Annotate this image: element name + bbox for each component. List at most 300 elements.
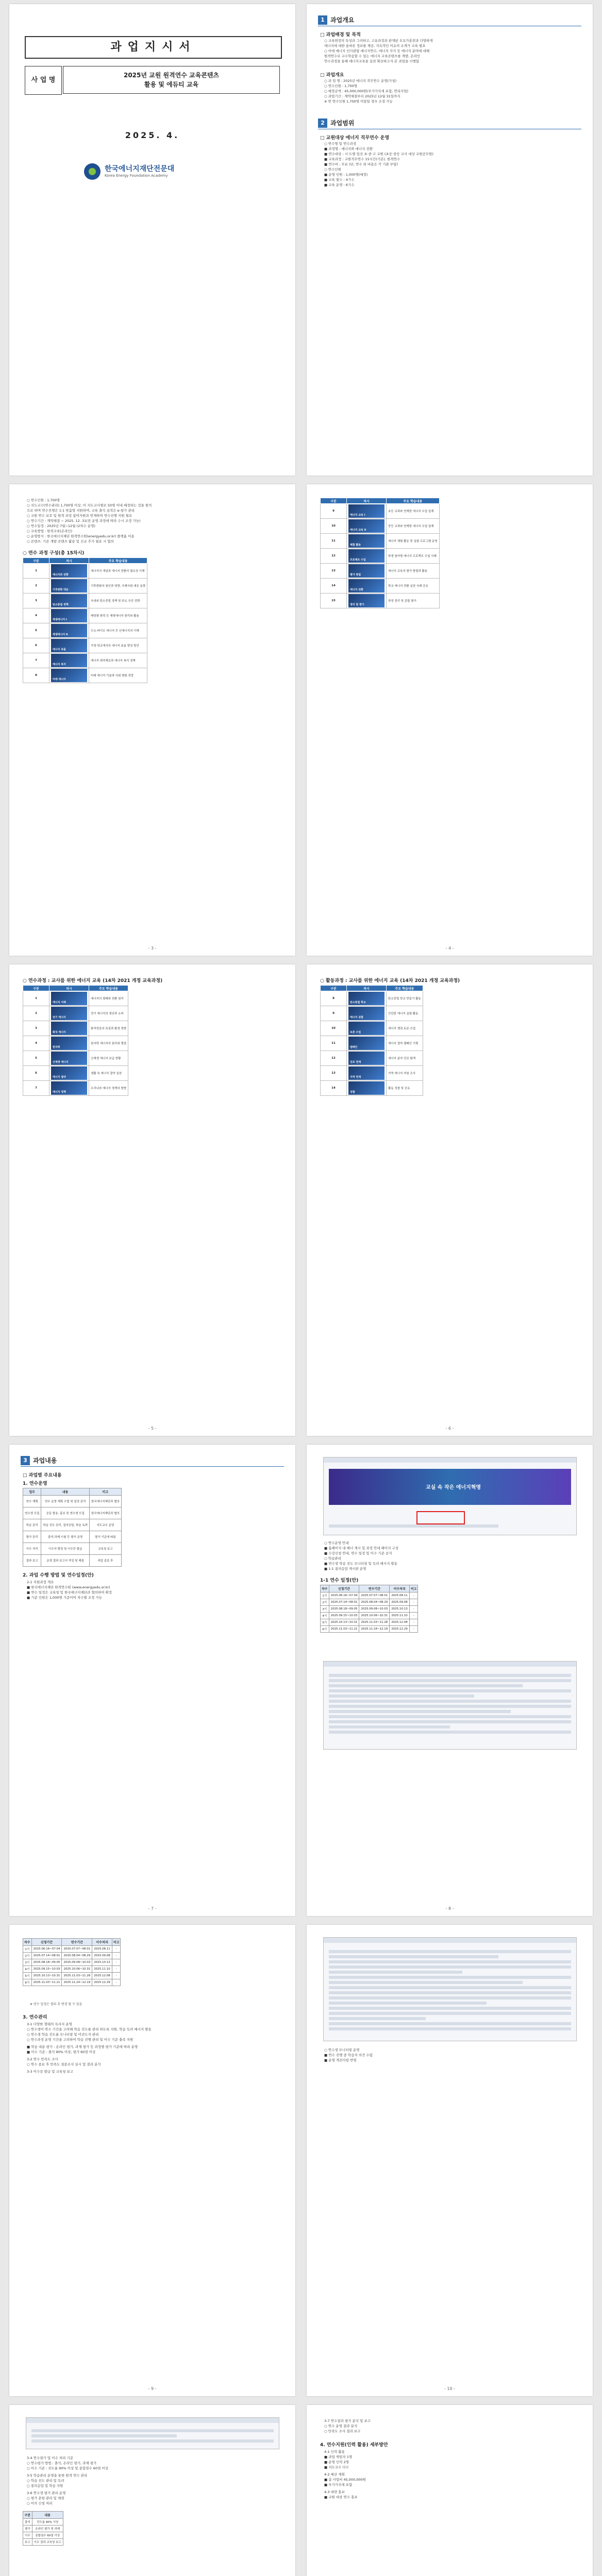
cover-title: 과업지시서: [25, 36, 282, 59]
page-8: [307, 1445, 593, 1916]
text-line: ■ 연수생 학습 진도 모니터링 및 독려 메시지 발송: [324, 1562, 397, 1566]
text-line: ○ 연수인원: [324, 167, 341, 172]
thumbnail-caption: 에너지와 전환: [53, 573, 69, 577]
lecture-thumbnail: [51, 1052, 87, 1065]
text-line: ○ 연수일정 : 2025년 7월~12월 (2차수 운영): [27, 524, 95, 528]
column-header: 이수처리: [390, 1585, 410, 1592]
text-line: ○ 연수생 모니터링 운영: [324, 2048, 360, 2052]
table-cell: 2025.12.29: [92, 1979, 112, 1986]
section-number: 3: [21, 1456, 30, 1465]
table-row: [321, 1592, 418, 1599]
text-line: ○ 연수기간 : 계약체결 ~ 2025. 12. 31(전 운영 과정에 따라 수시 조정 가능): [27, 519, 141, 523]
table-cell-topic: 학교 에너지 전환 실천 사례 공유: [387, 579, 440, 594]
text-line: ■ 지도교수 다수: [324, 2465, 349, 2469]
table-cell-thumbnail: [49, 1006, 89, 1021]
table-cell: 2025.10.06~10.31: [62, 1966, 92, 1973]
lecture-thumbnail: [51, 669, 87, 682]
thumbnail-caption: 에너지 교육 II: [350, 529, 366, 532]
column-header: 이수처리: [92, 1939, 112, 1946]
org-name-en: Korea Energy Foundation Academy: [105, 174, 168, 178]
text-line: ○ 연수생 학습 진도율 모니터링 및 미진도자 관리: [27, 2032, 99, 2037]
text-line: ○ 연수 종료 후 만족도 설문조사 실시 및 결과 분석: [27, 2062, 101, 2066]
browser-bar: [324, 1662, 576, 1667]
column-header: 연수기간: [62, 1939, 92, 1946]
subheading: ○ 연수 과정 구성(총 15차시): [23, 551, 85, 556]
table-row: [23, 579, 147, 594]
table-cell-topic: 활동 성찰 및 공유: [387, 1081, 423, 1096]
table-cell-division: 7: [23, 1081, 49, 1096]
text-line: ○ 과업기간 : 계약체결부터 2025년 12월 31일까지: [324, 94, 400, 98]
table-row: [321, 504, 440, 519]
lecture-thumbnail: [51, 654, 87, 667]
schedule-table: [23, 1938, 121, 1986]
table-cell-topic: 초등 교과와 연계한 에너지 수업 설계: [387, 504, 440, 519]
table-cell: 진도율 90% 이상: [32, 2519, 63, 2526]
table-cell: 연수 운영 계획 수립 및 일정 관리: [41, 1496, 90, 1507]
table-cell-division: 10: [321, 519, 347, 534]
table-row: [23, 1496, 122, 1507]
table-cell: 2025.06.16~07.04: [329, 1592, 359, 1599]
table-cell-topic: 미래 에너지 기술과 사회 변화 전망: [89, 668, 147, 683]
thumbnail-caption: 에너지 복지: [53, 663, 66, 666]
section-header-content: [21, 1456, 284, 1465]
table-cell-topic: 원자력 에너지의 원리와 쟁점: [89, 1036, 128, 1051]
text-line: ○ 이에 에너지 인사관람 에너지연수, 에너지 지식 등 에너지 분야에 대해: [324, 49, 430, 53]
table-cell-thumbnail: [49, 1066, 89, 1081]
text-line: ■ 연수대상 : 시·도별 일선 초·중·고 교원 (초등·중등 교사 대상 교원공무원): [324, 152, 433, 156]
table-cell-division: 6: [23, 1066, 49, 1081]
text-line: 3-6 연수생 평가 관리 운영: [27, 2491, 66, 2495]
table-cell: -: [112, 1953, 121, 1959]
table-cell-division: 5: [23, 623, 49, 638]
table-cell-topic: 국내외 탄소중립 정책 및 주요 추진 전략: [89, 594, 147, 608]
text-line: ○ 연수운영 안내: [324, 1541, 349, 1545]
text-line: ○ 콘텐츠: 기존 개발 콘텐츠 활용 및 신규 추가 필요 시 협의: [27, 539, 114, 544]
page-4: [307, 484, 593, 956]
table-cell-division: 11: [321, 1036, 347, 1051]
text-line: ○ 연수인원 : 1,700명: [324, 84, 358, 88]
text-line: ○ 연수과정 운영 기간을 고려하여 학습 진행 관리 및 이수 기준 충족 지원: [27, 2038, 133, 2042]
table-cell-topic: 에너지의 개념과 에너지 전환의 필요성 이해: [89, 564, 147, 579]
table-cell-topic: 에너지의 형태와 전환 원리: [89, 991, 128, 1006]
thumbnail-caption: 화석 에너지: [53, 1031, 66, 1034]
lecture-thumbnail: [348, 594, 384, 607]
browser-bar: [324, 1458, 576, 1463]
text-line: 으로 하며 연수진행은 1:1 맞춤형 지원하며, 교육 출석 실적은 e-평가 관리: [27, 509, 135, 513]
table-cell-thumbnail: [49, 1036, 89, 1051]
thumbnail-caption: 에너지 정책: [53, 1091, 66, 1094]
text-line: ■ 운영 개선사항 반영: [324, 2058, 357, 2062]
table-cell: 종합점수 60점 이상: [32, 2532, 63, 2539]
table-cell: 2기: [321, 1599, 329, 1606]
table-cell-thumbnail: [347, 1081, 387, 1096]
table-cell-topic: 생활 속 에너지 절약 실천: [89, 1066, 128, 1081]
table-cell: 2025.08.18~09.05: [329, 1606, 359, 1613]
table-cell-division: 3: [23, 1021, 49, 1036]
table-cell-division: 7: [23, 653, 49, 668]
table-cell: -: [409, 1606, 418, 1613]
table-cell-topic: 화석연료의 특징과 환경 영향: [89, 1021, 128, 1036]
table-cell: 지도교수 운영: [89, 1519, 121, 1531]
table-cell-division: 11: [321, 534, 347, 549]
thumbnail-caption: 정리 및 평가: [350, 603, 364, 606]
text-line: ○ 연수명 및 연수과정: [324, 142, 357, 146]
page-number: - 10 -: [444, 2386, 456, 2391]
table-cell-topic: 기후변화의 원인과 영향, 국제사회 대응 동향: [89, 579, 147, 594]
cover-project-name: 2025년 교원 원격연수 교육콘텐츠 활용 및 에듀티 교육: [63, 66, 280, 94]
table-row: [321, 549, 440, 564]
table-row: [321, 1006, 423, 1021]
page-number: - 8 -: [445, 1906, 454, 1911]
table-cell-topic: 지역 에너지 자원 조사: [387, 1066, 423, 1081]
thumbnail-caption: 진로 연계: [350, 1061, 361, 1064]
table-row: [321, 594, 440, 608]
table-cell-thumbnail: [347, 1036, 387, 1051]
section-title: 과업개요: [330, 16, 355, 24]
form-screenshot: [26, 2417, 279, 2449]
lecture-thumbnail: [348, 1007, 384, 1020]
table-row: [23, 2539, 63, 2546]
table-cell: 2025.12.29: [390, 1626, 410, 1633]
text-line: 2-1 지원과정 개요: [27, 1580, 54, 1584]
table-cell-thumbnail: [347, 579, 387, 594]
table-cell-topic: 에너지 절약 캠페인 기획: [387, 1036, 423, 1051]
lecture-thumbnail: [348, 579, 384, 592]
table-cell-thumbnail: [49, 668, 89, 683]
org-logo: [84, 161, 218, 182]
table-row: [321, 519, 440, 534]
column-header: 내용: [41, 1488, 90, 1496]
table-cell-division: 2: [23, 579, 49, 594]
table-cell: -: [409, 1613, 418, 1619]
table-cell-thumbnail: [49, 991, 89, 1006]
table-cell: 2025.07.14~08.01: [329, 1599, 359, 1606]
page-5: [9, 964, 295, 1436]
table-row: [23, 2526, 63, 2532]
table-cell: 학습 진도 관리, 질의응답, 학습 독려: [41, 1519, 90, 1531]
column-header: 구분: [23, 558, 49, 564]
column-header: 차시: [347, 986, 387, 991]
table-cell: 한국에너지재단과 협의: [89, 1496, 121, 1507]
text-line: ■ 교육과정 : 교원직무연수 15시간(기본), 원격연수: [324, 157, 400, 161]
table-row: [23, 1021, 128, 1036]
column-header: 주요 학습내용: [387, 986, 423, 991]
table-row: [23, 1966, 121, 1973]
text-line: 3-2 연수 만족도 조사: [27, 2057, 58, 2061]
table-row: [23, 1979, 121, 1986]
table-cell-division: 12: [321, 1051, 347, 1066]
text-line: 3-7 연수결과 평가 분석 및 보고: [324, 2419, 371, 2423]
table-cell: 2025.09.15~10.03: [329, 1613, 359, 1619]
text-line: ○ 교육현장의 특성과 그러하고, 고유과정과 관계된 오프가훈련과 다양하게: [324, 39, 433, 43]
text-line: 원격연수로 교수학습할 수 있는 에너지 교육콘텐츠를 개발, 온라인: [324, 54, 421, 58]
column-header: 차시: [347, 498, 387, 504]
table-cell: 공문 발송, 홍보 및 연수생 모집: [41, 1507, 90, 1519]
lecture-thumbnail: [51, 1037, 87, 1050]
column-header: 차수: [321, 1585, 329, 1592]
page-number: - 6 -: [445, 1426, 454, 1431]
table-cell: 1기: [23, 1946, 32, 1953]
table-cell: -: [112, 1979, 121, 1986]
text-line: ■ 한국에너지재단 원격연수원 (www.energyedu.or.kr): [27, 1585, 110, 1589]
table-cell-thumbnail: [49, 1081, 89, 1096]
promo-banner: [329, 1469, 571, 1505]
text-line: ○ 지도교수(연수관리) 1,700명 이상, 이 지도교사별로 50명 이내 배정하는 것을 원칙: [27, 503, 152, 507]
table-cell: 2025.11.10: [390, 1613, 410, 1619]
subheading: □ 과업별 주요내용: [23, 1473, 62, 1478]
table-cell: 2025.11.10: [92, 1966, 112, 1973]
thumbnail-caption: 재생에너지 I: [53, 618, 67, 621]
table-cell-thumbnail: [347, 1051, 387, 1066]
subheading: 1. 연수운영: [23, 1481, 47, 1486]
criteria-table: [23, 2511, 63, 2546]
table-cell: 2025.09.08: [92, 1953, 112, 1959]
highlight-box: [416, 1511, 465, 1524]
section-number: 2: [318, 118, 327, 128]
table-cell: 출석: [23, 2519, 32, 2526]
table-cell-division: 12: [321, 549, 347, 564]
table-row: [23, 638, 147, 653]
table-cell: 2025.09.15~10.03: [31, 1966, 62, 1973]
subheading: □ 과업개요: [320, 73, 344, 78]
table-cell-thumbnail: [49, 579, 89, 594]
table-row: [23, 1959, 121, 1966]
table-row: [23, 608, 147, 623]
table-cell: 5기: [321, 1619, 329, 1626]
table-cell: 평가 기준에 따름: [89, 1531, 121, 1543]
table-cell: 연수 계획: [23, 1496, 41, 1507]
thumbnail-caption: 에너지 이해: [53, 1001, 66, 1004]
text-line: ■ 1:1 질의응답 게시판 운영: [324, 1567, 366, 1571]
text-line: ○ 과 업 명 : 2025년 에너지 직무연수 운영(가칭): [324, 79, 397, 83]
section-header-overview: [318, 15, 581, 25]
table-cell-topic: 전기 에너지의 생산과 소비: [89, 1006, 128, 1021]
banner-text: 교실 속 작은 에너지혁명: [426, 1484, 481, 1490]
table-cell: -: [409, 1626, 418, 1633]
lecture-thumbnail: [348, 1037, 384, 1050]
column-header: 구분: [321, 986, 347, 991]
column-header: 차시: [49, 986, 89, 991]
table-row: [23, 1519, 122, 1531]
browser-bar: [26, 2418, 279, 2423]
text-line: 연수과정을 통해 에너지교육을 실천 확산하고자 본 과업을 시행함: [324, 59, 419, 63]
table-cell-division: 4: [23, 1036, 49, 1051]
column-header: 신청기간: [329, 1585, 359, 1592]
table-cell: 2025.07.07~08.01: [359, 1592, 390, 1599]
table-cell-thumbnail: [347, 519, 387, 534]
table-row: [321, 991, 423, 1006]
table-cell-topic: 에너지 취약계층과 에너지 복지 정책: [89, 653, 147, 668]
thumbnail-caption: 원자력: [53, 1046, 60, 1049]
table-cell-topic: 간단한 에너지 실험 활동: [387, 1006, 423, 1021]
table-cell: 6기: [23, 1979, 32, 1986]
text-line: ○ 교육방법 : 원격교육(온라인): [27, 529, 73, 533]
table-row: [321, 1626, 418, 1633]
table-cell: 이수 처리: [23, 1543, 41, 1555]
column-header: 내용: [32, 2512, 63, 2519]
subheading: □ 교원대상 에너지 직무연수 운영: [320, 135, 390, 141]
thumbnail-caption: 기후변화 대응: [53, 588, 69, 591]
page-12: [307, 2405, 593, 2576]
lecture-thumbnail: [348, 504, 384, 518]
text-line: 4-1 인력 활용: [324, 2450, 345, 2454]
text-line: ■ 연수비 : 무료 (단, 연수 외 비용은 각 기관 부담): [324, 162, 398, 166]
table-cell-topic: 가정·학교에서의 에너지 효율 향상 방안: [89, 638, 147, 653]
browser-bar: [324, 1938, 576, 1943]
table-cell: 평가: [23, 2526, 32, 2532]
table-cell: 보고: [23, 2539, 32, 2546]
table-cell: -: [409, 1619, 418, 1626]
thumbnail-caption: 평가 방법: [350, 573, 361, 577]
text-line: ■ 학습 내용 평가 : 온라인 평가, 과제 평가 등 과정별 평가 기준에 따라 운영: [27, 2045, 138, 2049]
table-cell: 운영 결과 보고서 작성 및 제출: [41, 1555, 90, 1567]
column-header: 주요 학습내용: [89, 986, 128, 991]
table-cell: 2025.10.13~10.31: [31, 1973, 62, 1979]
subheading: ○ 활동과정 : 교사를 위한 에너지 교육 (14차 2021 개정 교육과정): [320, 978, 460, 984]
table-cell-thumbnail: [49, 623, 89, 638]
text-line: ○ 예정금액 : 45,000,000원(부가가치세 포함, 연리사업): [324, 89, 409, 93]
thumbnail-caption: 신재생 에너지: [53, 1061, 69, 1064]
table-row: [321, 1066, 423, 1081]
page-number: - 7 -: [148, 1906, 157, 1911]
table-cell: 2025.08.04~08.29: [62, 1953, 92, 1959]
thumbnail-caption: 지역 연계: [350, 1076, 361, 1079]
table-row: [23, 1953, 121, 1959]
text-line: ○ 이수 기준 : 진도율 90% 이상 및 종합점수 60점 이상: [27, 2466, 108, 2470]
table-cell-thumbnail: [347, 1066, 387, 1081]
table-cell-division: 14: [321, 579, 347, 594]
table-cell: 2025.11.24~12.19: [359, 1626, 390, 1633]
table-cell-thumbnail: [49, 1051, 89, 1066]
table-cell-thumbnail: [347, 594, 387, 608]
table-row: [23, 1531, 122, 1543]
column-header: 비고: [89, 1488, 121, 1496]
lecture-thumbnail: [51, 564, 87, 578]
lecture-thumbnail: [51, 1081, 87, 1095]
table-cell-topic: 에너지 체험 활동 및 실험 프로그램 운영: [387, 534, 440, 549]
table-cell: 2025.07.14~08.01: [31, 1953, 62, 1959]
table-cell: 2025.10.13: [390, 1606, 410, 1613]
table-cell-topic: 우리나라 에너지 정책의 방향: [89, 1081, 128, 1096]
table-cell: 2025.08.11: [390, 1592, 410, 1599]
text-line: ■ 교육 횟수 : 4기수: [324, 178, 355, 182]
column-header: 주요 학습내용: [387, 498, 440, 504]
table-cell-division: 4: [23, 608, 49, 623]
subheading: 2. 과업 수행 방법 및 연수일정(안): [23, 1573, 94, 1578]
table-cell: 1기: [321, 1592, 329, 1599]
table-row: [23, 2532, 63, 2539]
text-line: ■ 과업 책임자 1명: [324, 2455, 353, 2459]
table-cell-division: 6: [23, 638, 49, 653]
table-row: [23, 1066, 128, 1081]
column-header: 구분: [23, 2512, 32, 2519]
table-cell: 5기: [23, 1973, 32, 1979]
table-cell-thumbnail: [347, 1006, 387, 1021]
table-cell-division: 8: [321, 991, 347, 1006]
table-row: [23, 668, 147, 683]
page-9: [9, 1925, 295, 2396]
text-line: ■ 기준 인원은 1,000명 기준이며 차수별 조정 가능: [27, 1596, 102, 1600]
subheading: □ 과업배경 및 목적: [320, 32, 361, 38]
monitoring-screenshot: [323, 1937, 577, 2041]
table-cell: 2025.09.08~10.03: [359, 1606, 390, 1613]
lecture-thumbnail: [51, 594, 87, 607]
lecture-thumbnail: [51, 992, 87, 1005]
section-title: 과업범위: [330, 120, 355, 127]
table-cell: 3기: [23, 1959, 32, 1966]
table-cell: -: [112, 1959, 121, 1966]
table-row: [321, 1606, 418, 1613]
text-line: ■ 부가가치세 포함: [324, 2483, 353, 2487]
table-row: [23, 1555, 122, 1567]
table-cell: 2025.06.16~07.04: [31, 1946, 62, 1953]
text-line: 4-3 대면 홍보: [324, 2490, 345, 2494]
table-cell: 2025.11.24~12.19: [62, 1979, 92, 1986]
table-cell: 2025.11.03~11.28: [359, 1619, 390, 1626]
lecture-thumbnail: [348, 1066, 384, 1080]
table-cell-division: 5: [23, 1051, 49, 1066]
table-row: [23, 991, 128, 1006]
table-cell-division: 9: [321, 504, 347, 519]
table-cell: 2025.10.13: [92, 1959, 112, 1966]
subheading: 3. 연수관리: [23, 2015, 47, 2020]
lecture-thumbnail: [348, 519, 384, 533]
table-cell: 2025.08.04~08.29: [359, 1599, 390, 1606]
table-cell-thumbnail: [49, 653, 89, 668]
column-header: 신청기간: [31, 1939, 62, 1946]
table-cell-thumbnail: [49, 638, 89, 653]
thumbnail-caption: 캠페인: [350, 1046, 358, 1049]
table-cell-thumbnail: [347, 564, 387, 579]
text-line: ○ 학습관리: [324, 1556, 341, 1561]
lecture-thumbnail: [348, 992, 384, 1005]
column-header: 비고: [112, 1939, 121, 1946]
section-number: 1: [318, 15, 327, 25]
course-table: [23, 557, 147, 683]
table-cell-thumbnail: [347, 504, 387, 519]
course-table: [320, 985, 423, 1096]
text-line: ○ 평가 문항 관리 및 채점: [27, 2496, 64, 2500]
table-cell: 4기: [23, 1966, 32, 1973]
thumbnail-caption: 성찰: [350, 1091, 355, 1094]
table-row: [23, 1507, 122, 1519]
table-cell-topic: 태양광·풍력 등 재생에너지 원리와 활용: [89, 608, 147, 623]
thumbnail-caption: 에너지 절약: [53, 1076, 66, 1079]
table-cell: -: [112, 1946, 121, 1953]
lecture-thumbnail: [51, 1007, 87, 1020]
table-cell-thumbnail: [347, 991, 387, 1006]
page-10: [307, 1925, 593, 2396]
text-line: ○ 연수생이 연수 기간을 고려해 학습 진도를 관리 하도록 지원, 학습 독려 메시지 발송: [27, 2027, 152, 2031]
page-number: - 5 -: [148, 1426, 157, 1431]
table-cell: 2025.08.11: [92, 1946, 112, 1953]
table-cell: 2025.11.03~11.28: [62, 1973, 92, 1979]
text-line: ○ 연수평가 방법 : 출석, 온라인 평가, 과제 평가: [27, 2461, 97, 2465]
text-line: ○ 질의응답 및 학습 지원: [27, 2484, 63, 2488]
table-cell: 2025.09.08~10.03: [62, 1959, 92, 1966]
lecture-thumbnail: [348, 549, 384, 563]
table-cell-division: 1: [23, 564, 49, 579]
text-line: ○ 연수인원 : 1,700명: [27, 498, 60, 502]
table-cell: 이수 결과 교육청 보고: [32, 2539, 63, 2546]
table-cell: 2025.11.03~11.21: [329, 1626, 359, 1633]
table-cell: -: [409, 1592, 418, 1599]
table-cell: 출석·과제·시험 등 평가 운영: [41, 1531, 90, 1543]
thumbnail-caption: 미래 에너지: [53, 678, 66, 681]
lecture-thumbnail: [51, 1066, 87, 1080]
table-cell: 평가 관리: [23, 1531, 41, 1543]
table-row: [23, 653, 147, 668]
